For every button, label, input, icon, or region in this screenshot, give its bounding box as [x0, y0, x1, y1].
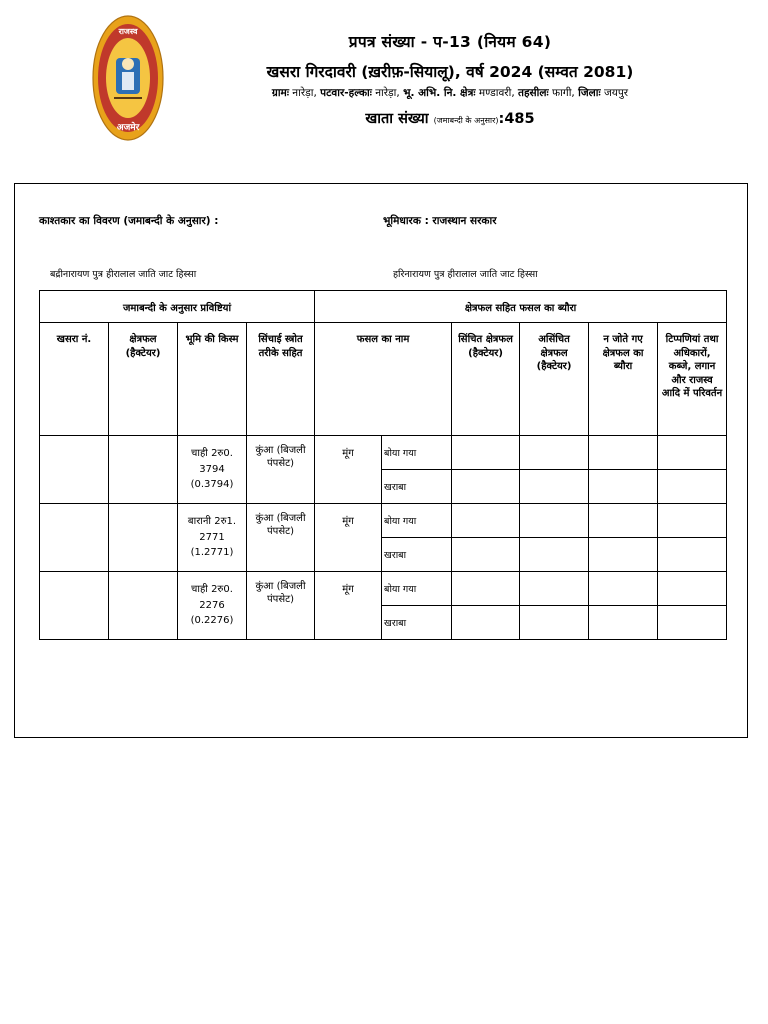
form-subtitle: खसरा गिरदावरी (ख़रीफ़-सियालू), वर्ष 2024 (सम्वत 2081): [266, 63, 634, 81]
col-remarks: टिप्पणियां तथा अधिकारों, कब्जे, लगान और राजस्व आदि में परिवर्तन: [658, 323, 727, 436]
uncultivated-cell[interactable]: [589, 538, 658, 572]
irrigated-area-cell[interactable]: [452, 572, 520, 606]
district-value: जयपुर: [603, 87, 629, 99]
col-irrigation-source: सिंचाई स्त्रोत तरीके सहित: [247, 323, 315, 436]
uncultivated-cell[interactable]: [589, 436, 658, 470]
table-row: [40, 572, 727, 606]
bhu-value: मण्डावरी,: [478, 87, 515, 99]
bhu-label: भू. अभि. नि. क्षेत्रः: [403, 87, 476, 99]
land-type: चाही 2रु0.: [191, 584, 233, 595]
uncultivated-cell[interactable]: [589, 470, 658, 504]
col-uncultivated-details: न जोते गए क्षेत्रफल का ब्यौरा: [589, 323, 658, 436]
land-area-code: 2276: [199, 599, 225, 611]
land-area-code: 3794: [199, 463, 225, 475]
khata-note: (जमाबन्दी के अनुसार): [433, 116, 499, 125]
area-cell: [109, 504, 178, 572]
svg-text:अजमेर: अजमेर: [116, 123, 140, 133]
land-type-cell: [178, 504, 247, 572]
unirrigated-area-cell[interactable]: [520, 572, 589, 606]
location-line: [200, 86, 700, 100]
unirrigated-area-cell[interactable]: [520, 504, 589, 538]
sown-label: बोया गया: [382, 504, 452, 538]
unirrigated-area-cell[interactable]: [520, 538, 589, 572]
tehsil-label: तहसीलः: [518, 87, 549, 99]
col-area: क्षेत्रफल (हैक्टेयर): [109, 323, 178, 436]
remarks-cell[interactable]: [658, 470, 727, 504]
khasra-cell: [40, 572, 109, 640]
land-holder-label: भूमिधारक : राजस्थान सरकार: [383, 215, 497, 227]
crop-cell: मूंग: [315, 572, 382, 640]
crop-cell: मूंग: [315, 504, 382, 572]
khasra-cell: [40, 504, 109, 572]
irrigation-cell: कुंआ (बिजली पंपसेट): [247, 572, 315, 640]
sown-label: बोया गया: [382, 572, 452, 606]
uncultivated-cell[interactable]: [589, 504, 658, 538]
irrigated-area-cell[interactable]: [452, 470, 520, 504]
table-row: [40, 436, 727, 470]
khasra-cell: [40, 436, 109, 504]
remarks-cell[interactable]: [658, 572, 727, 606]
col-land-type: भूमि की किस्म: [178, 323, 247, 436]
col-irrigated-area: सिंचित क्षेत्रफल (हैक्टेयर): [452, 323, 520, 436]
group-header-crop-details: क्षेत्रफल सहित फसल का ब्यौरा: [315, 291, 727, 323]
land-type-cell: [178, 572, 247, 640]
girdawari-table: [39, 290, 727, 640]
damaged-label: खराबा: [382, 606, 452, 640]
irrigated-area-cell[interactable]: [452, 606, 520, 640]
col-unirrigated-area: असिंचित क्षेत्रफल (हैक्टेयर): [520, 323, 589, 436]
group-header-entries: जमाबन्दी के अनुसार प्रविष्टियां: [40, 291, 315, 323]
uncultivated-cell[interactable]: [589, 606, 658, 640]
district-label: जिलाः: [578, 87, 601, 99]
cultivator-label: काश्तकार का विवरण (जमाबन्दी के अनुसार) :: [39, 215, 219, 227]
land-type: चाही 2रु0.: [191, 448, 233, 459]
damaged-label: खराबा: [382, 470, 452, 504]
damaged-label: खराबा: [382, 538, 452, 572]
col-khasra-number: खसरा नं.: [40, 323, 109, 436]
khata-label: खाता संख्या: [365, 111, 429, 127]
area-cell: [109, 436, 178, 504]
col-crop-name: फसल का नाम: [315, 323, 452, 436]
tehsil-value: फागी,: [551, 87, 575, 99]
revenue-board-seal: [92, 14, 164, 142]
table-row: [40, 504, 727, 538]
unirrigated-area-cell[interactable]: [520, 470, 589, 504]
owner-right: हरिनारायण पुत्र हीरालाल जाति जाट हिस्सा: [393, 269, 538, 280]
svg-text:राजस्व: राजस्व: [118, 27, 138, 36]
khata-line: [200, 108, 700, 128]
land-area-code: 2771: [199, 531, 225, 543]
remarks-cell[interactable]: [658, 538, 727, 572]
remarks-cell[interactable]: [658, 436, 727, 470]
land-type-cell: [178, 436, 247, 504]
village-label: ग्रामः: [271, 87, 289, 99]
patwar-label: पटवार-हल्काः: [320, 87, 372, 99]
irrigation-cell: कुंआ (बिजली पंपसेट): [247, 436, 315, 504]
remarks-cell[interactable]: [658, 606, 727, 640]
land-area: (0.2276): [190, 615, 234, 626]
land-area: (0.3794): [190, 479, 234, 490]
irrigation-cell: कुंआ (बिजली पंपसेट): [247, 504, 315, 572]
unirrigated-area-cell[interactable]: [520, 436, 589, 470]
irrigated-area-cell[interactable]: [452, 504, 520, 538]
land-type: बारानी 2रु1.: [187, 516, 237, 527]
irrigated-area-cell[interactable]: [452, 436, 520, 470]
seal-emblem-icon: [92, 14, 164, 142]
unirrigated-area-cell[interactable]: [520, 606, 589, 640]
remarks-cell[interactable]: [658, 504, 727, 538]
land-area: (1.2771): [190, 547, 234, 558]
village-value: नारेड़ा,: [292, 87, 317, 99]
irrigated-area-cell[interactable]: [452, 538, 520, 572]
form-title: प्रपत्र संख्या - प-13 (नियम 64): [348, 33, 552, 51]
khata-number: :485: [498, 111, 535, 127]
sown-label: बोया गया: [382, 436, 452, 470]
patwar-value: नारेड़ा,: [375, 87, 400, 99]
crop-cell: मूंग: [315, 436, 382, 504]
area-cell: [109, 572, 178, 640]
owner-left: बद्रीनारायण पुत्र हीरालाल जाति जाट हिस्सा: [50, 269, 197, 280]
uncultivated-cell[interactable]: [589, 572, 658, 606]
